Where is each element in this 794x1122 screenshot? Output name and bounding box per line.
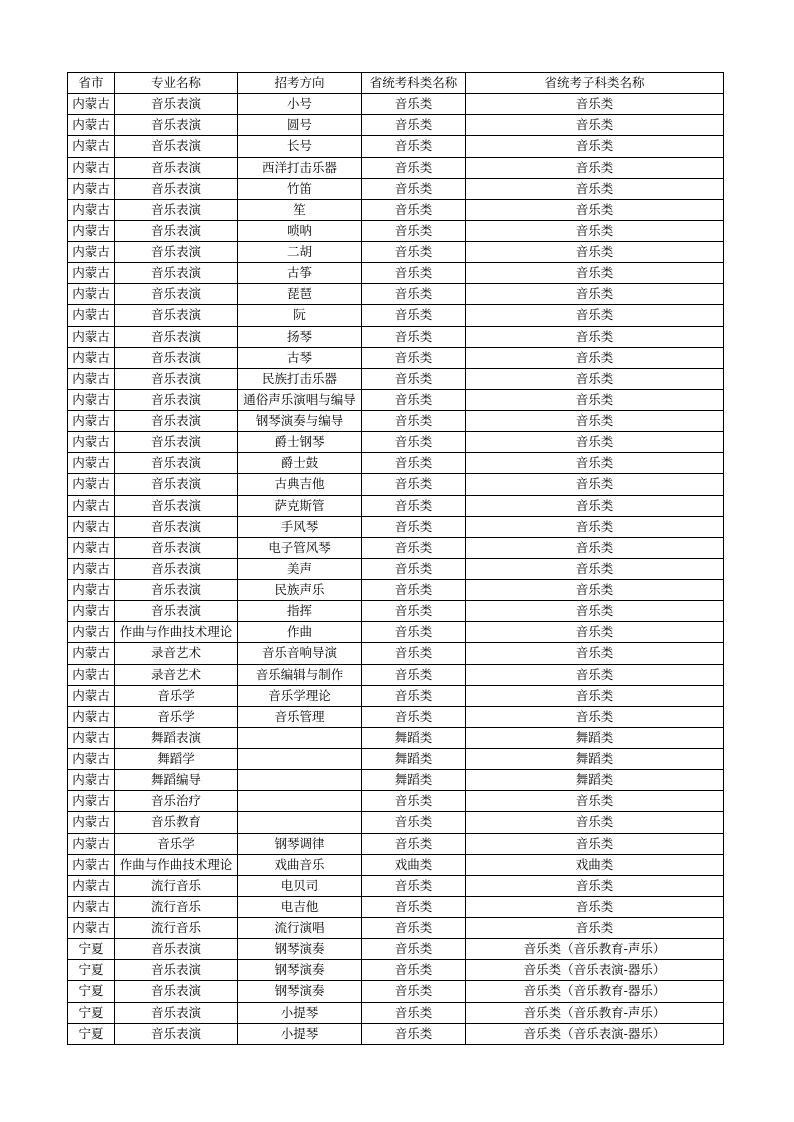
- cell-province: 内蒙古: [68, 664, 115, 685]
- cell-province: 内蒙古: [68, 896, 115, 917]
- cell-subcategory: 舞蹈类: [466, 770, 724, 791]
- cell-province: 宁夏: [68, 1023, 115, 1044]
- cell-province: 内蒙古: [68, 305, 115, 326]
- cell-category: 音乐类: [362, 812, 466, 833]
- table-row: [68, 622, 724, 643]
- cell-province: 内蒙古: [68, 685, 115, 706]
- cell-major: 音乐表演: [115, 178, 238, 199]
- cell-major: 音乐表演: [115, 474, 238, 495]
- cell-subcategory: 音乐类（音乐教育-声乐）: [466, 1002, 724, 1023]
- cell-category: 音乐类: [362, 981, 466, 1002]
- cell-category: 音乐类: [362, 791, 466, 812]
- cell-category: 音乐类: [362, 199, 466, 220]
- cell-direction: 电贝司: [238, 875, 362, 896]
- cell-subcategory: 舞蹈类: [466, 749, 724, 770]
- cell-major: 音乐表演: [115, 495, 238, 516]
- cell-province: 内蒙古: [68, 136, 115, 157]
- cell-major: 音乐表演: [115, 411, 238, 432]
- cell-direction: 流行演唱: [238, 918, 362, 939]
- cell-category: 音乐类: [362, 326, 466, 347]
- cell-subcategory: 音乐类: [466, 875, 724, 896]
- cell-province: 内蒙古: [68, 389, 115, 410]
- cell-province: 内蒙古: [68, 833, 115, 854]
- cell-major: 音乐表演: [115, 432, 238, 453]
- header-direction: 招考方向: [238, 73, 362, 94]
- cell-direction: 通俗声乐演唱与编导: [238, 389, 362, 410]
- cell-direction: 竹笛: [238, 178, 362, 199]
- cell-direction: 古典吉他: [238, 474, 362, 495]
- cell-subcategory: 音乐类: [466, 432, 724, 453]
- cell-subcategory: 音乐类: [466, 453, 724, 474]
- cell-category: 音乐类: [362, 178, 466, 199]
- cell-direction: 阮: [238, 305, 362, 326]
- cell-subcategory: 音乐类: [466, 833, 724, 854]
- table-row: [68, 812, 724, 833]
- cell-province: 内蒙古: [68, 791, 115, 812]
- table-row: [68, 685, 724, 706]
- cell-province: 内蒙古: [68, 601, 115, 622]
- cell-direction: 美声: [238, 558, 362, 579]
- cell-province: 内蒙古: [68, 516, 115, 537]
- table-row: [68, 1002, 724, 1023]
- table-row: [68, 727, 724, 748]
- cell-subcategory: 音乐类: [466, 220, 724, 241]
- cell-major: 录音艺术: [115, 664, 238, 685]
- cell-direction: 爵士钢琴: [238, 432, 362, 453]
- cell-subcategory: 音乐类: [466, 896, 724, 917]
- cell-subcategory: 音乐类: [466, 580, 724, 601]
- cell-direction: 音乐编辑与制作: [238, 664, 362, 685]
- cell-major: 音乐表演: [115, 157, 238, 178]
- cell-major: 音乐表演: [115, 960, 238, 981]
- table-row: [68, 284, 724, 305]
- cell-category: 音乐类: [362, 115, 466, 136]
- cell-category: 音乐类: [362, 918, 466, 939]
- cell-direction: [238, 749, 362, 770]
- cell-category: 音乐类: [362, 833, 466, 854]
- cell-province: 内蒙古: [68, 706, 115, 727]
- cell-direction: 古筝: [238, 263, 362, 284]
- cell-direction: 指挥: [238, 601, 362, 622]
- cell-direction: 民族打击乐器: [238, 368, 362, 389]
- cell-category: 音乐类: [362, 347, 466, 368]
- cell-major: 音乐学: [115, 833, 238, 854]
- cell-province: 宁夏: [68, 960, 115, 981]
- cell-direction: 萨克斯管: [238, 495, 362, 516]
- cell-province: 内蒙古: [68, 643, 115, 664]
- cell-direction: 钢琴演奏: [238, 981, 362, 1002]
- table-row: [68, 263, 724, 284]
- table-row: [68, 896, 724, 917]
- header-major: 专业名称: [115, 73, 238, 94]
- cell-direction: 小号: [238, 94, 362, 115]
- cell-category: 音乐类: [362, 389, 466, 410]
- cell-category: 音乐类: [362, 685, 466, 706]
- cell-major: 舞蹈学: [115, 749, 238, 770]
- cell-subcategory: 舞蹈类: [466, 727, 724, 748]
- cell-province: 内蒙古: [68, 474, 115, 495]
- cell-subcategory: 音乐类（音乐教育-器乐）: [466, 981, 724, 1002]
- cell-subcategory: 音乐类: [466, 558, 724, 579]
- cell-province: 内蒙古: [68, 411, 115, 432]
- cell-province: 内蒙古: [68, 242, 115, 263]
- cell-subcategory: 音乐类: [466, 537, 724, 558]
- cell-subcategory: 音乐类（音乐教育-声乐）: [466, 939, 724, 960]
- cell-province: 内蒙古: [68, 263, 115, 284]
- table-row: [68, 347, 724, 368]
- cell-major: 作曲与作曲技术理论: [115, 854, 238, 875]
- cell-category: 舞蹈类: [362, 749, 466, 770]
- table-row: [68, 220, 724, 241]
- cell-subcategory: 音乐类（音乐表演-器乐）: [466, 960, 724, 981]
- cell-major: 音乐表演: [115, 558, 238, 579]
- cell-direction: 琵琶: [238, 284, 362, 305]
- cell-direction: 钢琴调律: [238, 833, 362, 854]
- cell-subcategory: 音乐类: [466, 368, 724, 389]
- cell-province: 宁夏: [68, 981, 115, 1002]
- cell-direction: 音乐管理: [238, 706, 362, 727]
- cell-subcategory: 音乐类（音乐表演-器乐）: [466, 1023, 724, 1044]
- cell-category: 音乐类: [362, 516, 466, 537]
- cell-subcategory: 音乐类: [466, 136, 724, 157]
- cell-major: 音乐表演: [115, 537, 238, 558]
- cell-subcategory: 音乐类: [466, 622, 724, 643]
- cell-province: 内蒙古: [68, 558, 115, 579]
- cell-major: 流行音乐: [115, 875, 238, 896]
- cell-major: 音乐表演: [115, 939, 238, 960]
- cell-category: 音乐类: [362, 495, 466, 516]
- table-row: [68, 981, 724, 1002]
- cell-category: 音乐类: [362, 622, 466, 643]
- cell-major: 音乐表演: [115, 516, 238, 537]
- cell-major: 舞蹈表演: [115, 727, 238, 748]
- table-row: [68, 558, 724, 579]
- cell-direction: 圆号: [238, 115, 362, 136]
- cell-subcategory: 音乐类: [466, 242, 724, 263]
- table-row: [68, 474, 724, 495]
- cell-major: 音乐表演: [115, 347, 238, 368]
- table-row: [68, 157, 724, 178]
- cell-province: 内蒙古: [68, 580, 115, 601]
- cell-subcategory: 音乐类: [466, 918, 724, 939]
- cell-category: 音乐类: [362, 939, 466, 960]
- header-province: 省市: [68, 73, 115, 94]
- table-row: [68, 770, 724, 791]
- table-row: [68, 115, 724, 136]
- table-row: [68, 1023, 724, 1044]
- table-row: [68, 537, 724, 558]
- cell-category: 音乐类: [362, 136, 466, 157]
- cell-direction: 笙: [238, 199, 362, 220]
- table-row: [68, 643, 724, 664]
- header-subcategory: 省统考子科类名称: [466, 73, 724, 94]
- cell-direction: 二胡: [238, 242, 362, 263]
- cell-major: 音乐表演: [115, 1023, 238, 1044]
- cell-major: 音乐表演: [115, 305, 238, 326]
- cell-province: 内蒙古: [68, 812, 115, 833]
- table-row: [68, 939, 724, 960]
- cell-subcategory: 音乐类: [466, 664, 724, 685]
- cell-category: 音乐类: [362, 220, 466, 241]
- cell-category: 音乐类: [362, 537, 466, 558]
- cell-category: 音乐类: [362, 432, 466, 453]
- cell-major: 音乐表演: [115, 1002, 238, 1023]
- cell-province: 内蒙古: [68, 537, 115, 558]
- cell-direction: 古琴: [238, 347, 362, 368]
- cell-province: 内蒙古: [68, 854, 115, 875]
- cell-category: 音乐类: [362, 411, 466, 432]
- cell-direction: 钢琴演奏: [238, 939, 362, 960]
- cell-major: 音乐表演: [115, 115, 238, 136]
- cell-province: 内蒙古: [68, 918, 115, 939]
- cell-category: 音乐类: [362, 601, 466, 622]
- cell-category: 舞蹈类: [362, 727, 466, 748]
- table-row: [68, 960, 724, 981]
- cell-category: 音乐类: [362, 664, 466, 685]
- cell-subcategory: 音乐类: [466, 389, 724, 410]
- cell-major: 音乐表演: [115, 601, 238, 622]
- cell-province: 内蒙古: [68, 453, 115, 474]
- cell-major: 音乐表演: [115, 981, 238, 1002]
- cell-major: 作曲与作曲技术理论: [115, 622, 238, 643]
- cell-subcategory: 音乐类: [466, 94, 724, 115]
- table-row: [68, 368, 724, 389]
- cell-category: 音乐类: [362, 643, 466, 664]
- cell-direction: 戏曲音乐: [238, 854, 362, 875]
- cell-category: 音乐类: [362, 305, 466, 326]
- cell-direction: 音乐音响导演: [238, 643, 362, 664]
- cell-province: 内蒙古: [68, 347, 115, 368]
- cell-province: 内蒙古: [68, 727, 115, 748]
- cell-subcategory: 戏曲类: [466, 854, 724, 875]
- cell-subcategory: 音乐类: [466, 643, 724, 664]
- cell-province: 内蒙古: [68, 178, 115, 199]
- cell-major: 音乐表演: [115, 242, 238, 263]
- cell-major: 音乐表演: [115, 389, 238, 410]
- cell-category: 音乐类: [362, 558, 466, 579]
- cell-subcategory: 音乐类: [466, 601, 724, 622]
- cell-major: 音乐表演: [115, 263, 238, 284]
- cell-direction: [238, 812, 362, 833]
- table-row: [68, 136, 724, 157]
- cell-province: 内蒙古: [68, 326, 115, 347]
- cell-category: 音乐类: [362, 368, 466, 389]
- cell-province: 内蒙古: [68, 157, 115, 178]
- cell-province: 内蒙古: [68, 495, 115, 516]
- cell-direction: 西洋打击乐器: [238, 157, 362, 178]
- cell-category: 音乐类: [362, 875, 466, 896]
- cell-category: 音乐类: [362, 1002, 466, 1023]
- cell-direction: 钢琴演奏: [238, 960, 362, 981]
- cell-subcategory: 音乐类: [466, 284, 724, 305]
- table-header-row: [68, 73, 724, 94]
- table-row: [68, 580, 724, 601]
- table-row: [68, 749, 724, 770]
- cell-subcategory: 音乐类: [466, 347, 724, 368]
- cell-province: 内蒙古: [68, 770, 115, 791]
- cell-subcategory: 音乐类: [466, 157, 724, 178]
- table-row: [68, 411, 724, 432]
- cell-subcategory: 音乐类: [466, 199, 724, 220]
- cell-major: 音乐表演: [115, 136, 238, 157]
- cell-major: 音乐学: [115, 706, 238, 727]
- cell-major: 音乐表演: [115, 580, 238, 601]
- cell-subcategory: 音乐类: [466, 326, 724, 347]
- cell-direction: 钢琴演奏与编导: [238, 411, 362, 432]
- cell-province: 内蒙古: [68, 220, 115, 241]
- table-row: [68, 305, 724, 326]
- table-row: [68, 918, 724, 939]
- cell-major: 音乐表演: [115, 326, 238, 347]
- cell-major: 音乐治疗: [115, 791, 238, 812]
- cell-major: 音乐表演: [115, 368, 238, 389]
- cell-direction: 爵士鼓: [238, 453, 362, 474]
- cell-major: 音乐表演: [115, 94, 238, 115]
- cell-major: 录音艺术: [115, 643, 238, 664]
- cell-direction: 小提琴: [238, 1002, 362, 1023]
- table-row: [68, 326, 724, 347]
- cell-major: 音乐表演: [115, 453, 238, 474]
- cell-category: 音乐类: [362, 896, 466, 917]
- cell-subcategory: 音乐类: [466, 495, 724, 516]
- cell-major: 流行音乐: [115, 896, 238, 917]
- cell-subcategory: 音乐类: [466, 305, 724, 326]
- table-row: [68, 833, 724, 854]
- cell-subcategory: 音乐类: [466, 685, 724, 706]
- cell-direction: [238, 770, 362, 791]
- table-row: [68, 854, 724, 875]
- cell-direction: [238, 791, 362, 812]
- cell-province: 宁夏: [68, 1002, 115, 1023]
- cell-subcategory: 音乐类: [466, 263, 724, 284]
- cell-direction: 电吉他: [238, 896, 362, 917]
- enrollment-table: [67, 72, 724, 1045]
- cell-category: 戏曲类: [362, 854, 466, 875]
- cell-subcategory: 音乐类: [466, 474, 724, 495]
- cell-major: 舞蹈编导: [115, 770, 238, 791]
- cell-major: 音乐表演: [115, 284, 238, 305]
- cell-category: 音乐类: [362, 474, 466, 495]
- cell-subcategory: 音乐类: [466, 706, 724, 727]
- table-row: [68, 791, 724, 812]
- table-row: [68, 601, 724, 622]
- table-row: [68, 242, 724, 263]
- cell-direction: [238, 727, 362, 748]
- header-category: 省统考科类名称: [362, 73, 466, 94]
- table-row: [68, 664, 724, 685]
- table-row: [68, 875, 724, 896]
- cell-direction: 扬琴: [238, 326, 362, 347]
- cell-direction: 作曲: [238, 622, 362, 643]
- cell-province: 内蒙古: [68, 432, 115, 453]
- cell-category: 音乐类: [362, 284, 466, 305]
- cell-province: 内蒙古: [68, 875, 115, 896]
- cell-category: 音乐类: [362, 580, 466, 601]
- cell-direction: 电子管风琴: [238, 537, 362, 558]
- cell-direction: 小提琴: [238, 1023, 362, 1044]
- cell-major: 流行音乐: [115, 918, 238, 939]
- cell-province: 内蒙古: [68, 368, 115, 389]
- cell-direction: 唢呐: [238, 220, 362, 241]
- table-row: [68, 94, 724, 115]
- cell-province: 宁夏: [68, 939, 115, 960]
- cell-direction: 音乐学理论: [238, 685, 362, 706]
- cell-direction: 手风琴: [238, 516, 362, 537]
- cell-subcategory: 音乐类: [466, 115, 724, 136]
- cell-category: 音乐类: [362, 242, 466, 263]
- table-body: [68, 94, 724, 1045]
- cell-major: 音乐表演: [115, 199, 238, 220]
- cell-category: 音乐类: [362, 960, 466, 981]
- table-row: [68, 178, 724, 199]
- cell-province: 内蒙古: [68, 115, 115, 136]
- cell-category: 舞蹈类: [362, 770, 466, 791]
- cell-category: 音乐类: [362, 94, 466, 115]
- table-row: [68, 432, 724, 453]
- cell-major: 音乐表演: [115, 220, 238, 241]
- table-row: [68, 389, 724, 410]
- cell-category: 音乐类: [362, 453, 466, 474]
- cell-category: 音乐类: [362, 706, 466, 727]
- cell-subcategory: 音乐类: [466, 791, 724, 812]
- cell-category: 音乐类: [362, 157, 466, 178]
- cell-subcategory: 音乐类: [466, 516, 724, 537]
- cell-province: 内蒙古: [68, 199, 115, 220]
- table-row: [68, 453, 724, 474]
- cell-major: 音乐学: [115, 685, 238, 706]
- cell-major: 音乐教育: [115, 812, 238, 833]
- table-row: [68, 706, 724, 727]
- cell-category: 音乐类: [362, 263, 466, 284]
- cell-province: 内蒙古: [68, 622, 115, 643]
- cell-subcategory: 音乐类: [466, 411, 724, 432]
- table-row: [68, 516, 724, 537]
- cell-subcategory: 音乐类: [466, 812, 724, 833]
- cell-province: 内蒙古: [68, 749, 115, 770]
- cell-direction: 民族声乐: [238, 580, 362, 601]
- cell-subcategory: 音乐类: [466, 178, 724, 199]
- cell-province: 内蒙古: [68, 284, 115, 305]
- cell-category: 音乐类: [362, 1023, 466, 1044]
- cell-province: 内蒙古: [68, 94, 115, 115]
- table-row: [68, 199, 724, 220]
- cell-direction: 长号: [238, 136, 362, 157]
- table-row: [68, 495, 724, 516]
